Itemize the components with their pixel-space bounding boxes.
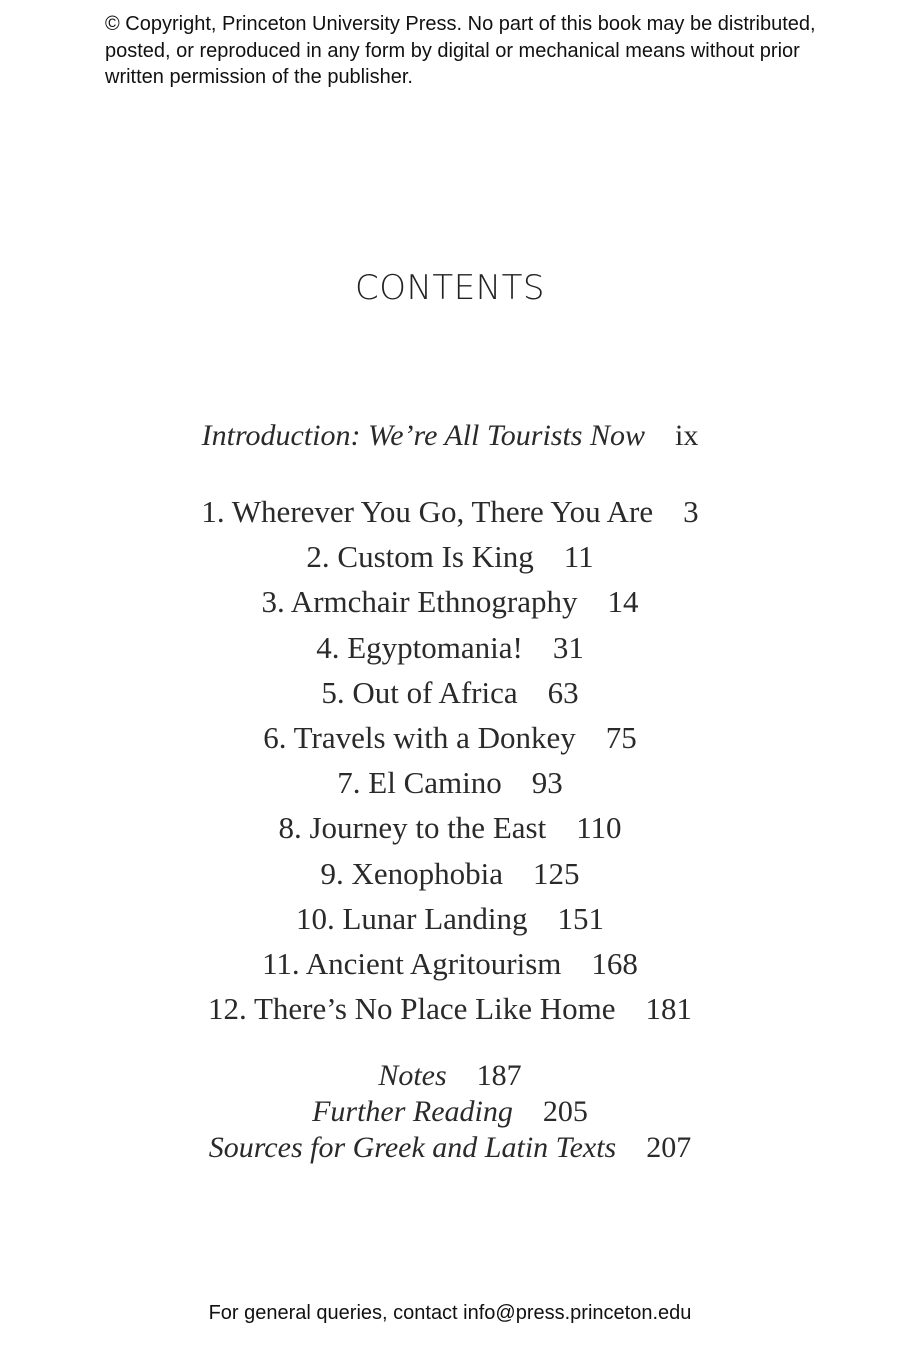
toc-entry-label: 7. El Camino (337, 765, 502, 801)
toc-entry-chapter (0, 760, 900, 805)
toc-entry-page: ix (675, 419, 699, 452)
toc-entry-page: 14 (607, 584, 639, 620)
toc-entry-label: 11. Ancient Agritourism (262, 946, 562, 982)
toc-entry-page: 3 (683, 494, 699, 529)
toc-entry-page: 168 (591, 946, 638, 982)
toc-entry-chapter (0, 670, 900, 715)
toc-entry-page: 31 (552, 629, 584, 665)
toc-entry-introduction (0, 416, 900, 456)
toc-entry-notes (0, 1058, 900, 1094)
toc-entry-chapter (0, 715, 900, 760)
toc-entry-page: 205 (542, 1095, 588, 1128)
toc-entry-label: Sources for Greek and Latin Texts (208, 1131, 617, 1164)
footer-contact: For general queries, contact info@press.princeton.edu (208, 1302, 692, 1324)
toc-entry-label: 5. Out of Africa (321, 674, 518, 710)
toc-entry-label: Notes (378, 1059, 447, 1092)
toc-entry-label: 2. Custom Is King (306, 539, 534, 575)
toc-entry-label: 10. Lunar Landing (295, 900, 528, 936)
toc-entry-page: 110 (576, 810, 622, 846)
toc-entry-page: 93 (531, 765, 563, 801)
toc-entry-label: Introduction: We’re All Tourists Now (201, 419, 646, 452)
toc-entry-label: 8. Journey to the East (278, 810, 547, 846)
toc-entry-page: 207 (646, 1131, 692, 1164)
toc-entry-chapter (0, 489, 900, 534)
toc-entry-chapter (0, 579, 900, 624)
toc-entry-page: 63 (547, 674, 579, 710)
toc-entry-label: 6. Travels with a Donkey (263, 720, 576, 756)
toc-entry-chapter (0, 625, 900, 670)
toc-entry-chapter (0, 534, 900, 579)
toc-entry-page: 11 (563, 539, 594, 575)
toc-backmatter (0, 1058, 900, 1166)
toc-entry-sources (0, 1130, 900, 1166)
toc-entry-chapter (0, 941, 900, 986)
toc-entry-label: 12. There’s No Place Like Home (208, 991, 616, 1027)
toc-entry-page: 125 (533, 855, 580, 891)
toc-entry-label: 4. Egyptomania! (316, 629, 523, 665)
copyright-notice: © Copyright, Princeton University Press. No part of this book may be distributed, posted, or reproduced in any form by digital or mechanical means without prior written permission of the publisher. (105, 13, 816, 88)
toc-entry-label: 3. Armchair Ethnography (261, 584, 578, 620)
toc-entry-page: 151 (557, 900, 605, 936)
toc-entry-chapter (0, 986, 900, 1031)
toc-entry-chapter (0, 896, 900, 941)
toc-chapter-list (0, 489, 900, 1031)
toc-entry-chapter (0, 851, 900, 896)
toc-entry-further-reading (0, 1094, 900, 1130)
toc-entry-label: 1. Wherever You Go, There You Are (201, 494, 654, 529)
toc-entry-chapter (0, 805, 900, 850)
toc-entry-page: 181 (645, 991, 692, 1027)
page-title: CONTENTS (355, 268, 545, 308)
toc-entry-page: 75 (605, 720, 637, 756)
toc-entry-page: 187 (476, 1059, 522, 1092)
toc-introduction (0, 416, 900, 456)
toc-entry-label: Further Reading (312, 1095, 513, 1128)
toc-entry-label: 9. Xenophobia (320, 855, 504, 891)
